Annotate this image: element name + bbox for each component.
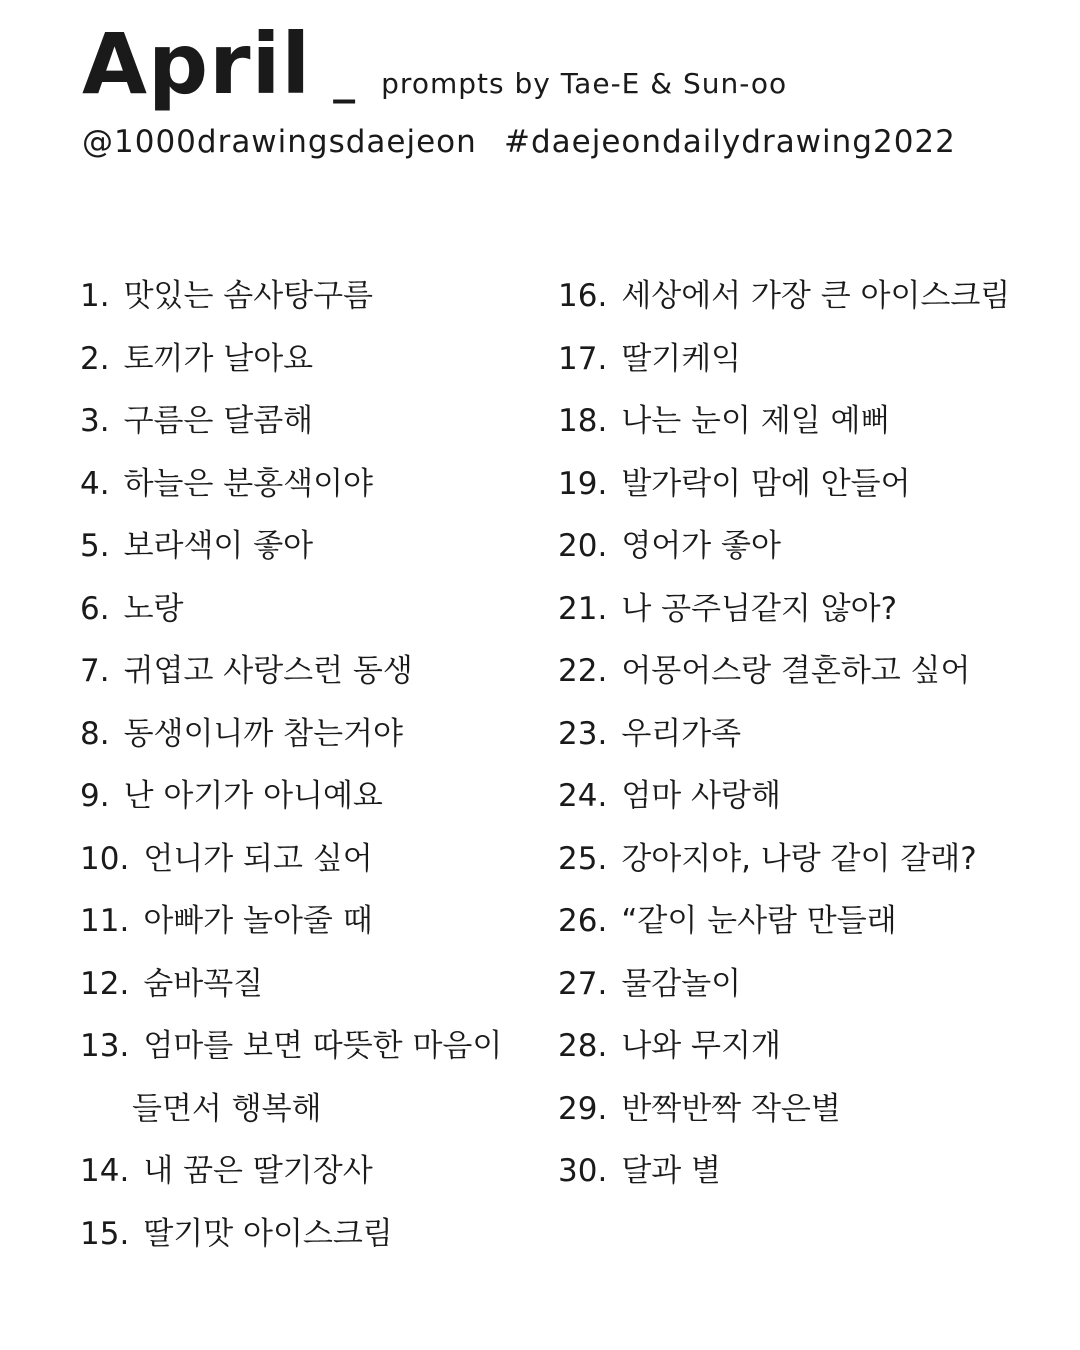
prompt-number: 30. xyxy=(558,1153,608,1189)
month-title: April xyxy=(82,15,312,113)
prompt-item xyxy=(80,897,502,960)
instagram-handle: @1000drawingsdaejeon xyxy=(82,124,477,160)
prompt-item xyxy=(80,272,502,335)
prompt-number: 20. xyxy=(558,528,608,564)
prompt-item xyxy=(80,1210,502,1273)
prompt-text: 강아지야, 나랑 같이 갈래? xyxy=(621,840,977,877)
prompt-text: 영어가 좋아 xyxy=(621,528,781,564)
prompt-text: 보라색이 좋아 xyxy=(123,528,314,564)
prompt-text: 숨바꼭질 xyxy=(143,965,264,1002)
prompt-item xyxy=(558,1022,1010,1085)
prompt-number: 24. xyxy=(558,778,608,814)
prompt-number: 6. xyxy=(80,590,110,627)
prompt-item xyxy=(558,585,1010,648)
prompt-item xyxy=(558,272,1010,335)
title-underscore: _ xyxy=(333,53,356,104)
prompt-text: 어몽어스랑 결혼하고 싶어 xyxy=(621,653,971,689)
prompt-text: 동생이니까 참는거야 xyxy=(123,715,403,752)
prompt-item xyxy=(80,960,502,1023)
prompt-item xyxy=(80,585,502,648)
prompt-text: “같이 눈사람 만들래 xyxy=(621,903,897,939)
prompt-item xyxy=(558,960,1010,1023)
prompt-item xyxy=(80,397,502,460)
prompt-item xyxy=(80,522,502,585)
prompt-list-left xyxy=(80,272,502,1272)
prompt-list-right xyxy=(558,272,1010,1210)
prompt-number: 1. xyxy=(80,278,110,314)
prompt-text: 하늘은 분홍색이야 xyxy=(123,465,373,502)
prompt-number: 11. xyxy=(80,903,130,939)
prompt-number: 17. xyxy=(558,340,608,377)
prompt-item xyxy=(558,397,1010,460)
prompt-item xyxy=(80,460,502,523)
prompt-item xyxy=(558,460,1010,523)
prompt-text: 구름은 달콤해 xyxy=(123,403,314,439)
prompt-number: 21. xyxy=(558,590,608,627)
prompt-item xyxy=(558,335,1010,398)
prompt-number: 16. xyxy=(558,278,608,314)
prompt-text: 달과 별 xyxy=(621,1153,722,1189)
prompt-text: 귀엽고 사랑스런 동생 xyxy=(123,653,413,689)
prompt-text: 난 아기가 아니예요 xyxy=(123,778,383,814)
prompt-text: 세상에서 가장 큰 아이스크림 xyxy=(621,278,1011,314)
prompt-item xyxy=(558,1085,1010,1148)
prompt-item xyxy=(80,335,502,398)
prompt-number: 23. xyxy=(558,715,608,752)
prompt-text: 반짝반짝 작은별 xyxy=(621,1090,841,1127)
prompt-number: 25. xyxy=(558,840,608,877)
prompt-number: 18. xyxy=(558,403,608,439)
prompt-item xyxy=(80,835,502,898)
header xyxy=(82,15,788,113)
prompt-item xyxy=(558,1147,1010,1210)
prompt-item xyxy=(80,710,502,773)
prompt-text: 엄마를 보면 따뜻한 마음이 xyxy=(143,1028,503,1064)
credit-line: prompts by Tae-E & Sun-oo xyxy=(381,67,788,100)
prompt-number: 29. xyxy=(558,1090,608,1127)
prompt-item xyxy=(80,647,502,710)
prompt-number: 3. xyxy=(80,403,110,439)
prompt-number: 28. xyxy=(558,1028,608,1064)
prompt-text: 노랑 xyxy=(123,590,184,627)
prompt-item xyxy=(558,897,1010,960)
prompt-number: 14. xyxy=(80,1153,130,1189)
prompt-text: 아빠가 놀아줄 때 xyxy=(143,903,373,939)
prompt-number: 10. xyxy=(80,840,130,877)
prompt-number: 13. xyxy=(80,1028,130,1064)
prompt-item xyxy=(80,1147,502,1210)
prompt-text: 토끼가 날아요 xyxy=(123,340,314,377)
prompt-number: 9. xyxy=(80,778,110,814)
prompt-number: 27. xyxy=(558,965,608,1002)
prompt-text: 나는 눈이 제일 예뻐 xyxy=(621,403,891,439)
hashtag: #daejeondailydrawing2022 xyxy=(504,124,956,160)
prompt-item xyxy=(558,647,1010,710)
title-row xyxy=(82,15,788,113)
prompt-item xyxy=(80,1022,502,1085)
prompt-text: 나 공주님같지 않아? xyxy=(621,590,898,627)
prompt-text: 발가락이 맘에 안들어 xyxy=(621,465,911,502)
prompt-text: 물감놀이 xyxy=(621,965,742,1002)
prompt-text: 딸기케익 xyxy=(621,340,742,377)
prompt-number: 19. xyxy=(558,465,608,502)
prompt-number: 15. xyxy=(80,1215,130,1252)
prompt-text: 엄마 사랑해 xyxy=(621,778,781,814)
prompt-item xyxy=(80,1085,502,1148)
prompt-text: 우리가족 xyxy=(621,715,742,752)
prompt-number: 22. xyxy=(558,653,608,689)
prompt-number: 7. xyxy=(80,653,110,689)
prompt-number: 4. xyxy=(80,465,110,502)
prompt-item xyxy=(558,835,1010,898)
prompt-item xyxy=(558,772,1010,835)
handles-row xyxy=(82,124,956,160)
prompt-item xyxy=(558,522,1010,585)
prompt-text: 들면서 행복해 xyxy=(132,1090,322,1127)
prompt-text: 내 꿈은 딸기장사 xyxy=(143,1153,373,1189)
prompt-item xyxy=(558,710,1010,773)
prompt-number: 26. xyxy=(558,903,608,939)
prompt-number: 8. xyxy=(80,715,110,752)
prompt-text: 언니가 되고 싶어 xyxy=(143,840,373,877)
prompt-text: 딸기맛 아이스크림 xyxy=(143,1215,393,1252)
prompt-item xyxy=(80,772,502,835)
prompt-number: 5. xyxy=(80,528,110,564)
prompt-number: 2. xyxy=(80,340,110,377)
prompt-number: 12. xyxy=(80,965,130,1002)
prompt-text: 나와 무지개 xyxy=(621,1028,781,1064)
prompt-text: 맛있는 솜사탕구름 xyxy=(123,278,373,314)
